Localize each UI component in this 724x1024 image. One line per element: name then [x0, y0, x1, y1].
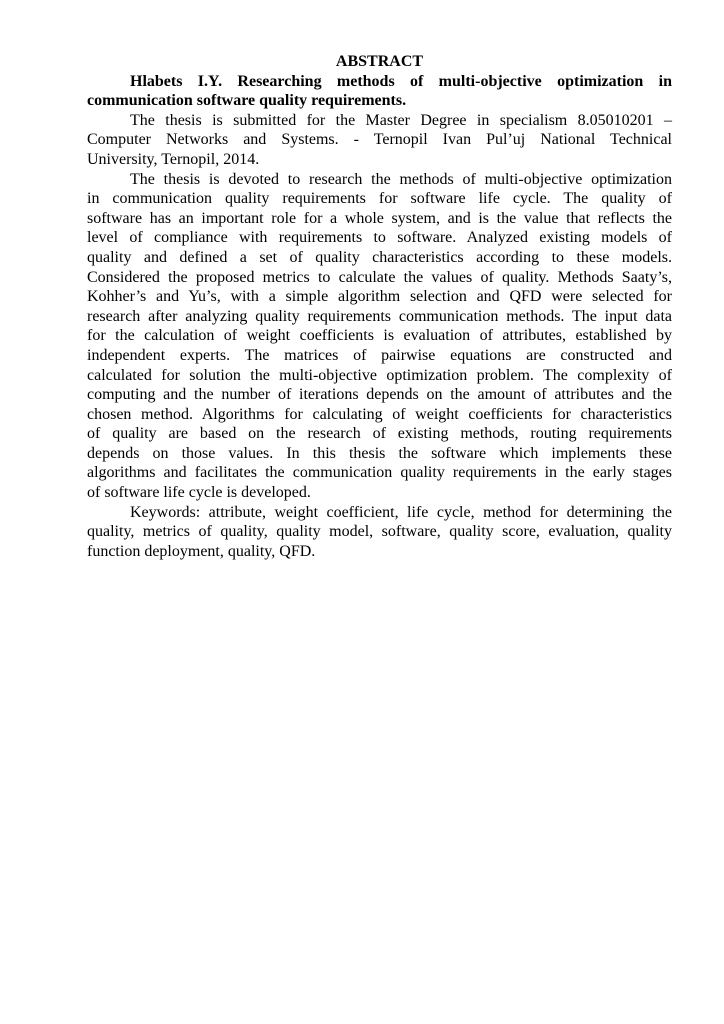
- text-line: in communication quality requirements for software life cycle. The quality of: [87, 190, 672, 208]
- text-line: of quality are based on the research of existing methods, routing requirements: [87, 425, 672, 443]
- document-page: [87, 52, 672, 561]
- text-line: computing and the number of iterations depends on the amount of attributes and the: [87, 386, 672, 404]
- text-line: software has an important role for a whole system, and is the value that reflects the: [87, 209, 672, 227]
- text-line: research after analyzing quality requirements communication methods. The input data: [87, 307, 672, 325]
- text-line: Hlabets I.Y. Researching methods of multi-objective optimization in: [130, 72, 672, 90]
- text-line: Computer Networks and Systems. - Ternopil Ivan Pul’uj National Technical: [87, 131, 672, 149]
- body-paragraph: [87, 170, 672, 503]
- text-line: chosen method. Algorithms for calculating of weight coefficients for characteristics: [87, 405, 672, 423]
- text-line: of software life cycle is developed.: [87, 484, 311, 502]
- keywords-paragraph: [87, 503, 672, 562]
- text-line: independent experts. The matrices of pairwise equations are constructed and: [87, 346, 672, 364]
- text-line: The thesis is devoted to research the methods of multi-objective optimization: [130, 170, 672, 188]
- text-line: Kohher’s and Yu’s, with a simple algorithm selection and QFD were selected for: [87, 288, 672, 306]
- text-line: The thesis is submitted for the Master Degree in specialism 8.05010201 –: [130, 111, 672, 129]
- text-line: level of compliance with requirements to software. Analyzed existing models of: [87, 229, 672, 247]
- text-line: communication software quality requirements.: [87, 92, 407, 110]
- citation-paragraph: [87, 72, 672, 111]
- text-line: algorithms and facilitates the communication quality requirements in the early stages: [87, 464, 672, 482]
- text-line: depends on those values. In this thesis the software which implements these: [87, 444, 672, 462]
- text-line: function deployment, quality, QFD.: [87, 542, 316, 560]
- text-line: Keywords: attribute, weight coefficient, life cycle, method for determining the: [130, 503, 672, 521]
- text-line: quality and defined a set of quality characteristics according to these models.: [87, 248, 672, 266]
- abstract-heading: ABSTRACT: [335, 53, 424, 70]
- text-line: calculated for solution the multi-objective optimization problem. The complexity of: [87, 366, 672, 384]
- text-line: quality, metrics of quality, quality model, software, quality score, evaluation, quality: [87, 523, 672, 541]
- text-line: for the calculation of weight coefficients is evaluation of attributes, established by: [87, 327, 672, 345]
- text-line: Considered the proposed metrics to calculate the values of quality. Methods Saaty’s,: [87, 268, 672, 286]
- text-line: University, Ternopil, 2014.: [87, 150, 260, 168]
- submission-paragraph: [87, 111, 672, 170]
